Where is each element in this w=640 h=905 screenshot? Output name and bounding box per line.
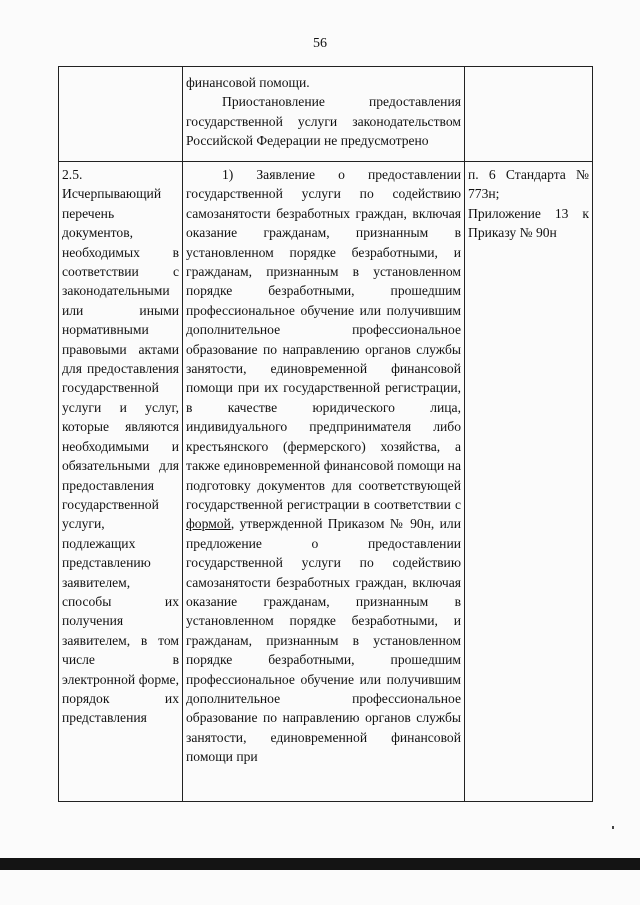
scan-mark <box>612 826 614 829</box>
item-number: 2.5. <box>62 167 83 182</box>
form-link[interactable]: формой <box>186 516 231 532</box>
table-cell-content <box>183 162 465 802</box>
table-cell-content <box>183 67 465 162</box>
document-table <box>58 66 593 802</box>
table-cell-item-label <box>59 162 183 802</box>
cell-text-before-link: 1) Заявление о предоставлении государственной услуги по содействию самозанятости безработных граждан, включая оказание гражданам, признанным в установленном порядке безработными, и гражданам, признанным в установленном порядке безработными, прошедшим профессиональное обучение или получившим дополнительное профессиональное образование по направлению органов службы занятости, единовременной финансовой помощи при их государственной регистрации, в качестве юридического лица, индивидуального предпринимателя либо крестьянского (фермерского) хозяйства, а также единовременной финансовой помощи на подготовку документов для соответствующей государственной регистрации в соответствии с <box>186 167 461 512</box>
cell-text: финансовой помощи. <box>186 75 310 90</box>
page-number: 56 <box>313 36 327 51</box>
item-description: Исчерпывающий перечень документов, необходимых в соответствии с законодательными или иными нормативными правовыми актами для предоставления государственной услуги и услуг, которые являются необходимыми и обязательными для предоставления государственной услуги, подлежащих представлению заявителем, способы их получения заявителем, в том числе в электронной форме, порядок их представления <box>62 186 179 726</box>
table-row <box>59 67 593 162</box>
table-cell-reference <box>465 162 593 802</box>
cell-paragraph <box>186 165 461 767</box>
table-cell-empty <box>59 67 183 162</box>
scan-bottom-bar <box>0 858 640 870</box>
reference-line: Приложение 13 к Приказу № 90н <box>468 205 589 241</box>
table-row <box>59 162 593 802</box>
cell-text-after-link: , утвержденной Приказом № 90н, или предложение о предоставлении государственной услуги по содействию самозанятости безработных граждан, включая оказание гражданам, признанным в установленном порядке безработными, и гражданам, признанным в установленном порядке безработными, прошедшим профессиональное обучение или получившим дополнительное профессиональное образование по направлению органов службы занятости, единовременной финансовой помощи при <box>186 516 461 765</box>
table-cell-empty <box>465 67 593 162</box>
reference-line: п. 6 Стандарта № 773н; <box>468 167 589 202</box>
cell-paragraph: Приостановление предоставления государственной услуги законодательством Российской Федерации не предусмотрено <box>186 94 461 149</box>
